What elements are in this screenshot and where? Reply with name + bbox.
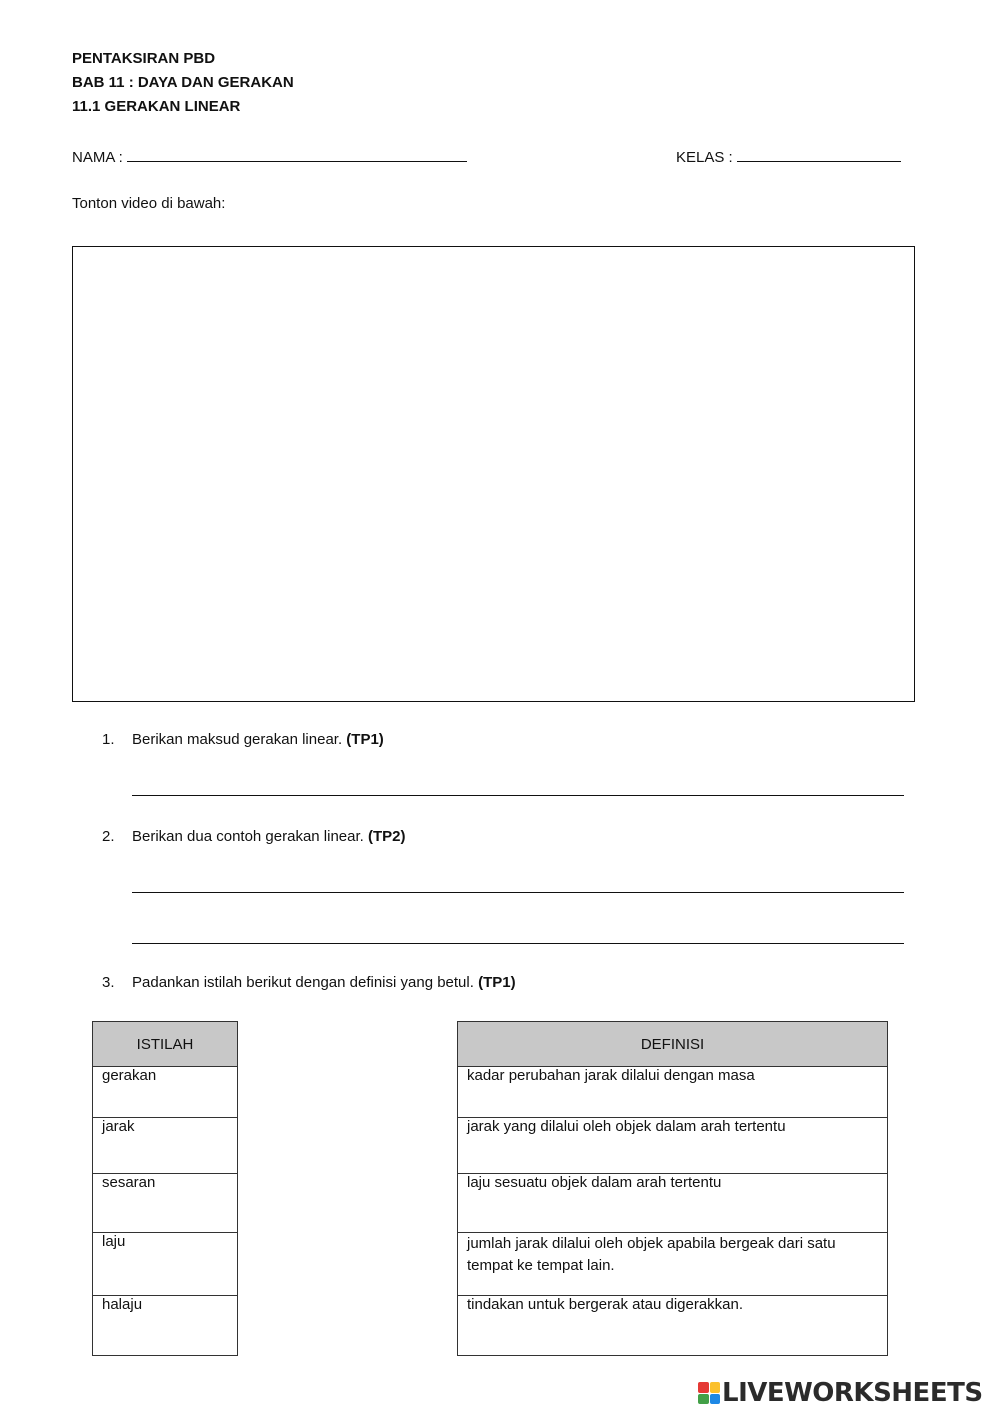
terms-table [92, 1021, 238, 1356]
definition-cell[interactable]: jarak yang dilalui oleh objek dalam arah tertentu [458, 1118, 888, 1174]
logo-tile-i [710, 1382, 721, 1393]
definition-cell[interactable]: jumlah jarak dilalui oleh objek apabila bergeak dari satu tempat ke tempat lain. [458, 1233, 888, 1296]
question-number: 3. [102, 974, 115, 991]
answer-line-q1[interactable] [132, 795, 904, 796]
worksheet-header-line3: 11.1 GERAKAN LINEAR [72, 98, 241, 115]
name-input[interactable] [127, 147, 467, 162]
class-input[interactable] [737, 147, 901, 162]
name-label: NAMA : [72, 149, 123, 166]
definitions-header: DEFINISI [458, 1022, 888, 1067]
question-2 [102, 828, 406, 845]
question-1 [102, 731, 384, 748]
question-text: Padankan istilah berikut dengan definisi yang betul. [132, 974, 474, 991]
answer-line-q2a[interactable] [132, 892, 904, 893]
liveworksheets-brand [698, 1378, 983, 1408]
term-cell[interactable]: halaju [93, 1296, 238, 1356]
term-cell[interactable]: laju [93, 1233, 238, 1296]
question-3 [102, 974, 516, 991]
answer-line-q2b[interactable] [132, 943, 904, 944]
name-field [72, 147, 467, 166]
definition-cell[interactable]: laju sesuatu objek dalam arah tertentu [458, 1174, 888, 1233]
question-number: 2. [102, 828, 115, 845]
liveworksheets-logo-icon [698, 1382, 720, 1404]
question-tag: (TP1) [478, 974, 516, 991]
logo-tile-v [698, 1394, 709, 1405]
question-number: 1. [102, 731, 115, 748]
question-tag: (TP1) [346, 731, 384, 748]
class-field [676, 147, 901, 166]
question-tag: (TP2) [368, 828, 406, 845]
worksheet-header-line2: BAB 11 : DAYA DAN GERAKAN [72, 74, 294, 91]
liveworksheets-wordmark: LIVEWORKSHEETS [722, 1378, 983, 1408]
definition-cell[interactable]: kadar perubahan jarak dilalui dengan masa [458, 1067, 888, 1118]
term-cell[interactable]: jarak [93, 1118, 238, 1174]
video-frame[interactable] [72, 246, 915, 702]
term-cell[interactable]: gerakan [93, 1067, 238, 1118]
definition-cell[interactable]: tindakan untuk bergerak atau digerakkan. [458, 1296, 888, 1356]
worksheet-header-line1: PENTAKSIRAN PBD [72, 50, 216, 67]
definitions-table [457, 1021, 888, 1356]
logo-tile-e [710, 1394, 721, 1405]
question-text: Berikan maksud gerakan linear. [132, 731, 343, 748]
logo-tile-l [698, 1382, 709, 1393]
video-instruction: Tonton video di bawah: [72, 195, 226, 212]
terms-header: ISTILAH [93, 1022, 238, 1067]
question-text: Berikan dua contoh gerakan linear. [132, 828, 364, 845]
class-label: KELAS : [676, 149, 733, 166]
term-cell[interactable]: sesaran [93, 1174, 238, 1233]
